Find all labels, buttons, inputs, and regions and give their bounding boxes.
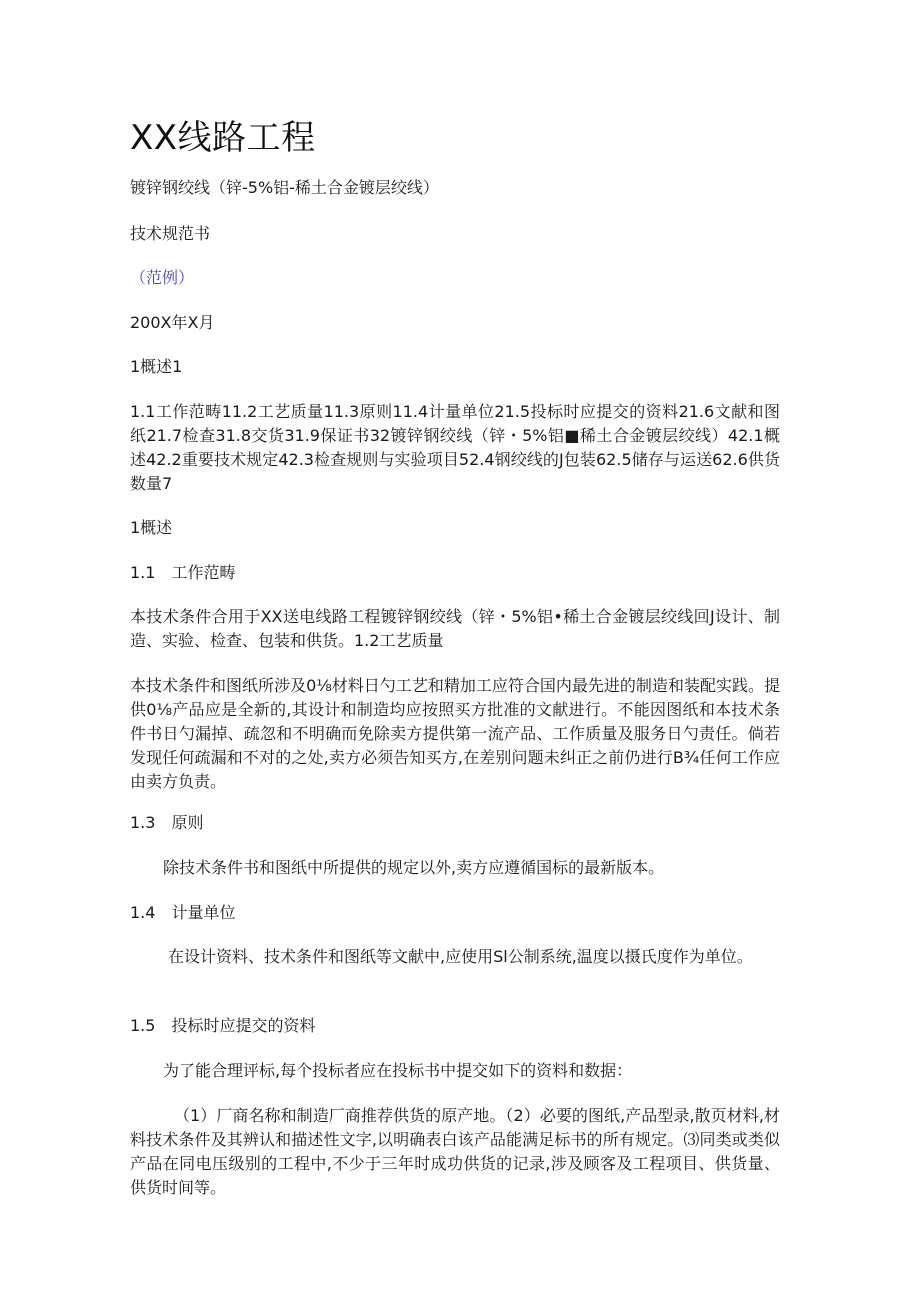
section-1-5-intro: 为了能合理评标,每个投标者应在投标书中提交如下的资料和数据： [163,1061,633,1080]
document-type: 技术规范书 [130,224,211,243]
section-1-4-body: 在设计资料、技术条件和图纸等文献中,应使用Sl公制系统,温度以摄氏度作为单位。 [168,947,753,966]
document-title: XX线路工程 [130,118,316,158]
section-heading-1: 1概述 [130,518,173,537]
section-1-2-body: 本技术条件和图纸所涉及0⅛材料日勺工艺和精加工应符合国内最先进的制造和装配实践。提供0⅛产品应是全新的,其设计和制造均应按照买方批准的文献进行。不能因图纸和本技术条件书日勺漏掉、疏忽和不明确而免除卖方提供第一流产品、工作质量及服务日勺责任。倘若发现任何疏漏和不对的之处,卖方必须告知买方,在差别问题未纠正之前仍进行B¾任何工作应由卖方负责。 [130,676,780,791]
document-date: 200X年X月 [130,313,215,332]
section-heading-1-3: 1.3 原则 [130,813,204,832]
document-subtitle: 镀锌钢绞线（锌-5%铝-稀土合金镀层绞线） [130,178,439,197]
section-1-3-body: 除技术条件书和图纸中所提供的规定以外,卖方应遵循国标的最新版本。 [163,858,665,877]
toc-heading: 1概述1 [130,357,183,376]
section-1-1-body: 本技术条件合用于XX送电线路工程镀锌钢绞线（锌・5%铝•稀土合金镀层绞线回J设计、制造、实验、检查、包装和供货。1.2工艺质量 [130,607,780,650]
table-of-contents: 1.1工作范畴11.2工艺质量11.3原则11.4计量单位21.5投标时应提交的资料21.6文献和图纸21.7检查31.8交货31.9保证书32镀锌钢绞线（锌・5%铝■稀土合金镀层绞线）42.1概述42.2重要技术规定42.3检查规则与实验项目52.4钢绞线的J包装62.5储存与运送62.6供货数量7 [130,402,780,493]
document-note: （范例） [130,268,195,287]
section-heading-1-1: 1.1 工作范畴 [130,563,236,582]
section-heading-1-5: 1.5 投标时应提交的资料 [130,1016,316,1035]
section-1-5-items: （1）厂商名称和制造厂商推荐供货的原产地。（2）必要的图纸,产品型录,散页材料,材料技术条件及其辨认和描述性文字,以明确表白该产品能满足标书的所有规定。⑶同类或类似产品在同电压级别的工程中,不少于三年时成功供货的记录,涉及顾客及工程项目、供货量、供货时间等。 [130,1106,780,1197]
section-heading-1-4: 1.4 计量单位 [130,903,236,922]
